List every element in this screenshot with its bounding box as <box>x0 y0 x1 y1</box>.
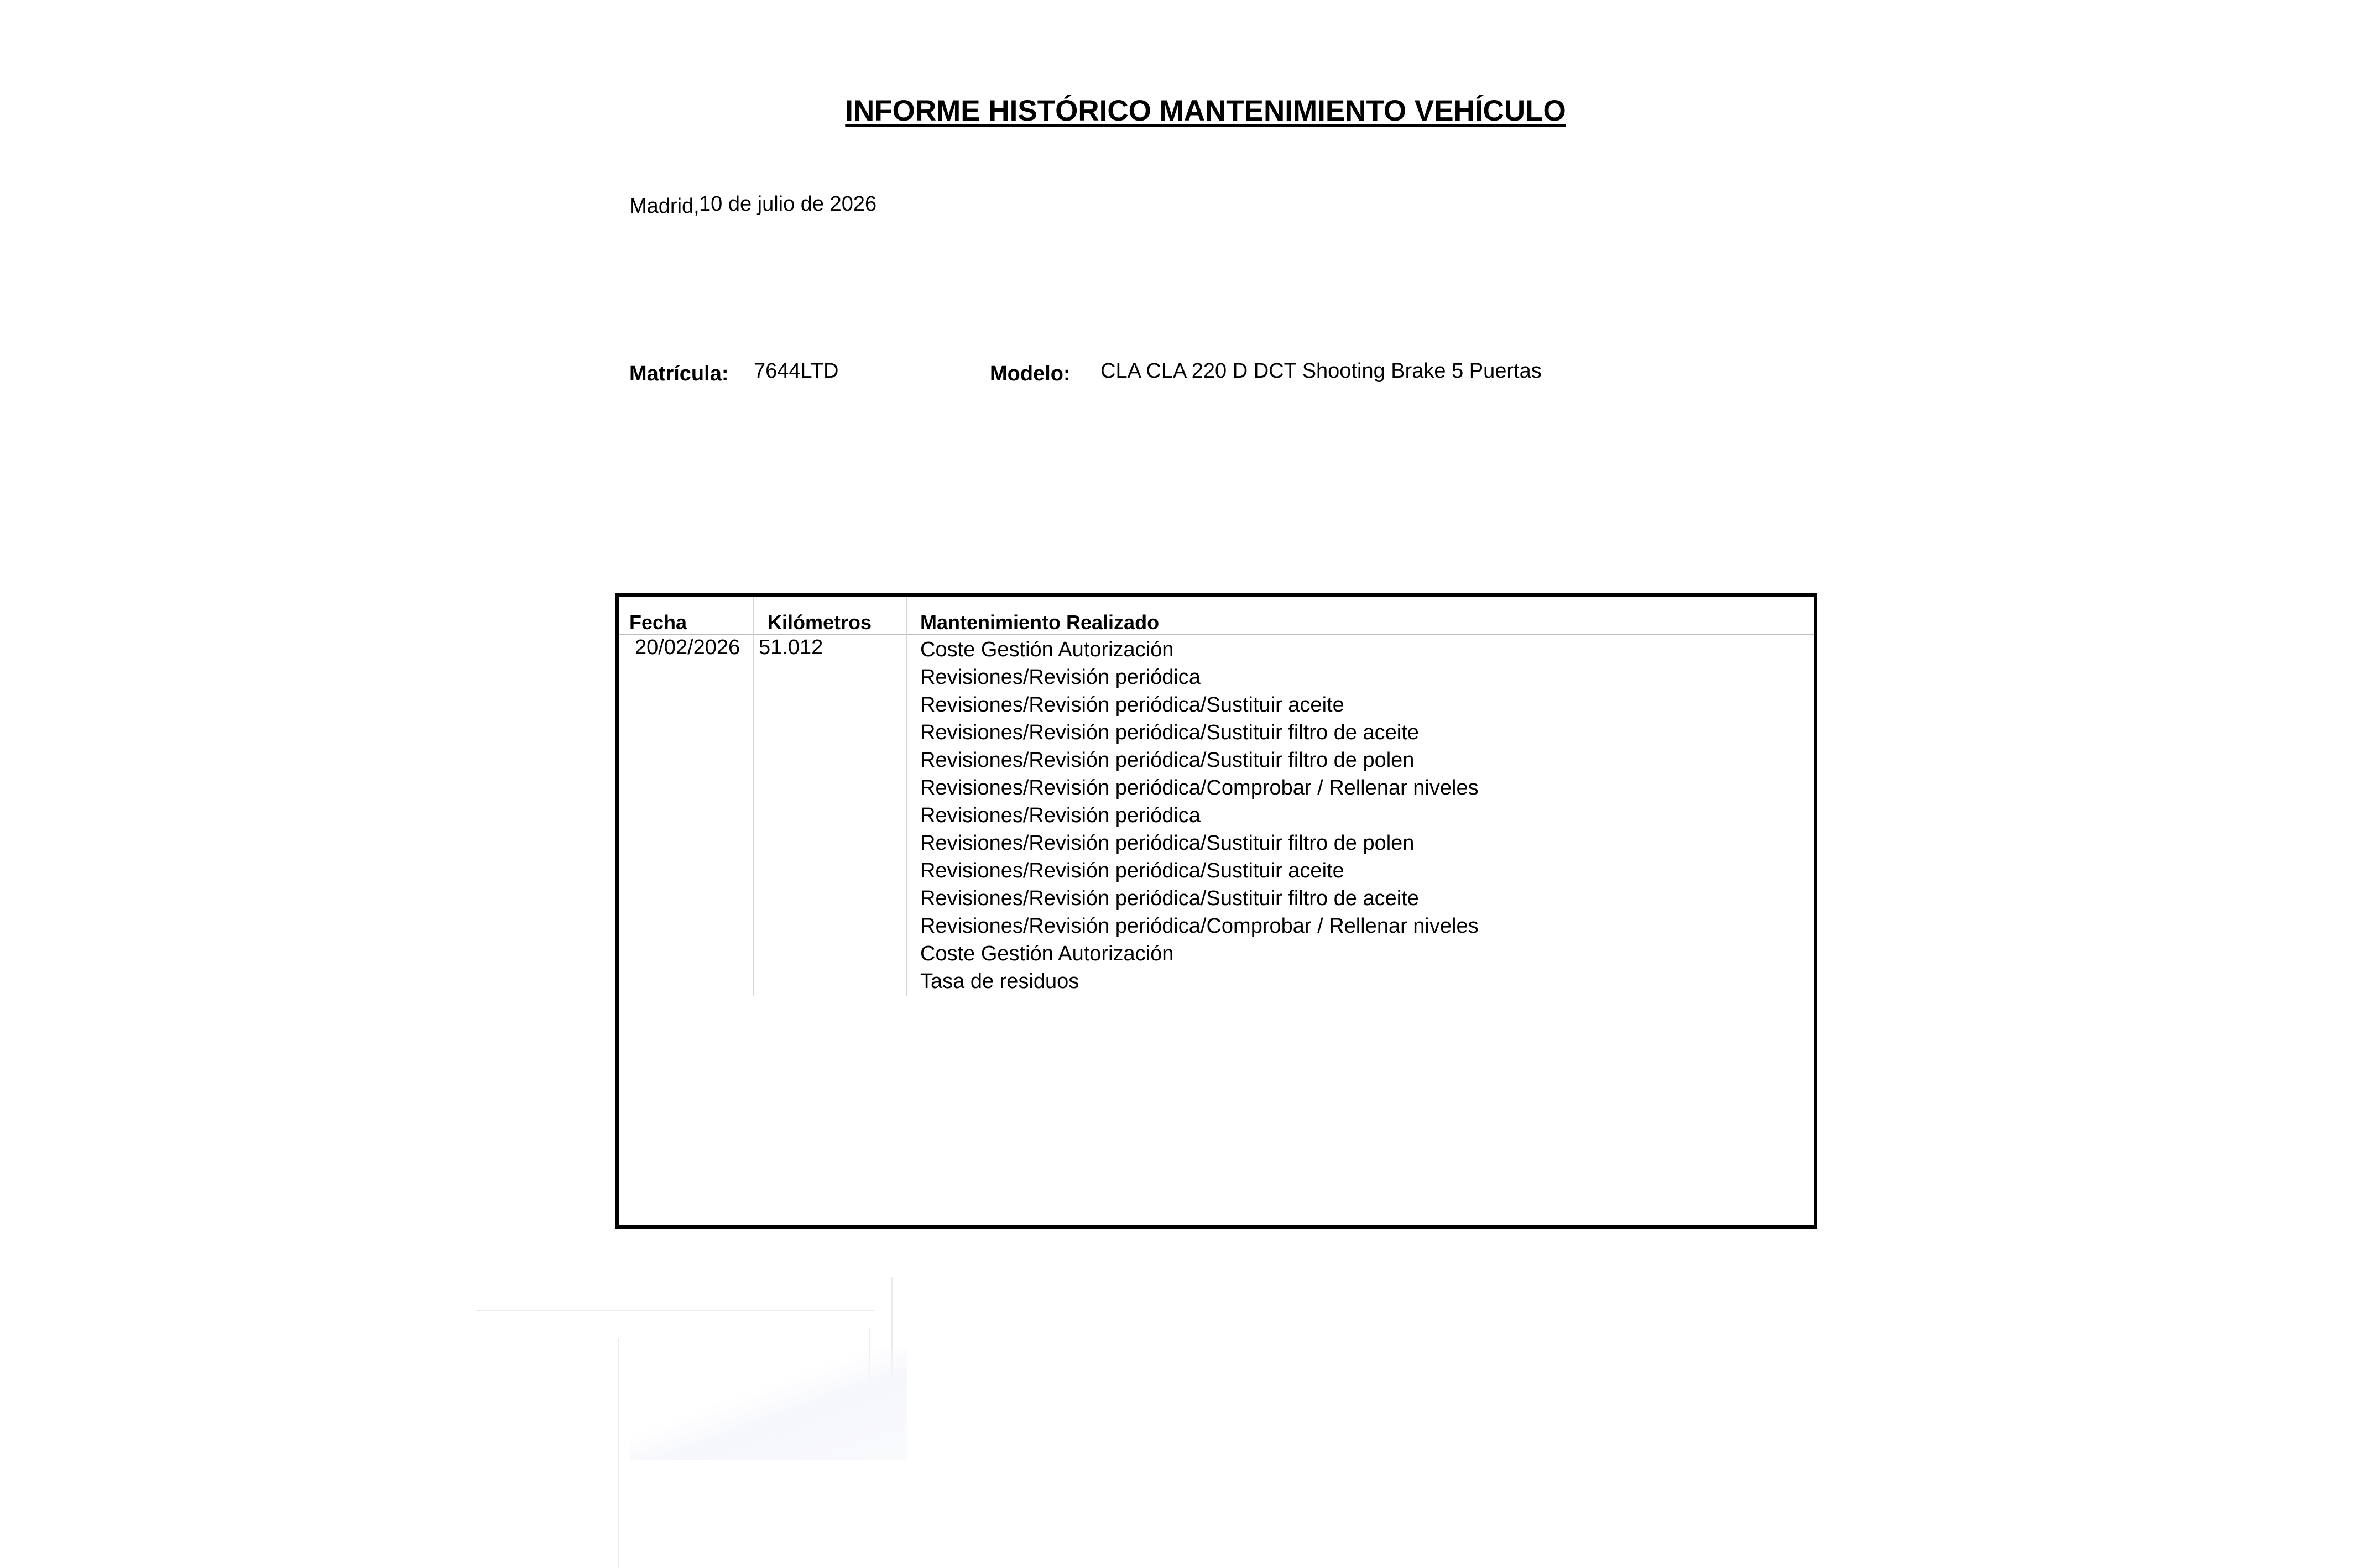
maintenance-list <box>920 636 1479 995</box>
maintenance-item: Coste Gestión Autorización <box>920 638 1174 661</box>
plate-value: 7644LTD <box>754 359 839 383</box>
column-divider-km-maintenance <box>906 597 907 996</box>
row-km: 51.012 <box>759 636 823 659</box>
column-header-km: Kilómetros <box>768 611 872 634</box>
scan-artifact-line <box>618 1338 619 1568</box>
report-date: 10 de julio de 2026 <box>699 192 877 216</box>
maintenance-item: Revisiones/Revisión periódica/Comprobar / Rellenar niveles <box>920 914 1479 938</box>
report-city: Madrid, <box>629 195 700 218</box>
maintenance-item: Revisiones/Revisión periódica/Sustituir aceite <box>920 693 1344 717</box>
maintenance-item: Coste Gestión Autorización <box>920 942 1174 965</box>
maintenance-item: Revisiones/Revisión periódica/Sustituir filtro de polen <box>920 832 1415 855</box>
maintenance-item: Revisiones/Revisión periódica/Sustituir filtro de aceite <box>920 721 1419 744</box>
column-divider-date-km <box>753 597 754 996</box>
column-header-maintenance: Mantenimiento Realizado <box>920 611 1160 634</box>
row-date: 20/02/2026 <box>635 636 740 659</box>
maintenance-item: Revisiones/Revisión periódica/Sustituir filtro de polen <box>920 749 1415 772</box>
maintenance-item: Revisiones/Revisión periódica <box>920 804 1201 827</box>
maintenance-item: Revisiones/Revisión periódica/Sustituir aceite <box>920 859 1344 882</box>
maintenance-item: Revisiones/Revisión periódica <box>920 666 1201 689</box>
scan-artifact-smudge <box>630 1349 907 1460</box>
model-label: Modelo: <box>990 362 1071 385</box>
plate-label: Matrícula: <box>629 362 729 385</box>
report-title: INFORME HISTÓRICO MANTENIMIENTO VEHÍCULO <box>845 95 1566 127</box>
model-value: CLA CLA 220 D DCT Shooting Brake 5 Puertas <box>1100 359 1542 383</box>
maintenance-item: Revisiones/Revisión periódica/Comprobar / Rellenar niveles <box>920 776 1479 799</box>
column-header-date: Fecha <box>629 611 687 634</box>
scan-artifact-line <box>476 1310 874 1311</box>
maintenance-item: Revisiones/Revisión periódica/Sustituir filtro de aceite <box>920 887 1419 910</box>
maintenance-item: Tasa de residuos <box>920 970 1079 993</box>
